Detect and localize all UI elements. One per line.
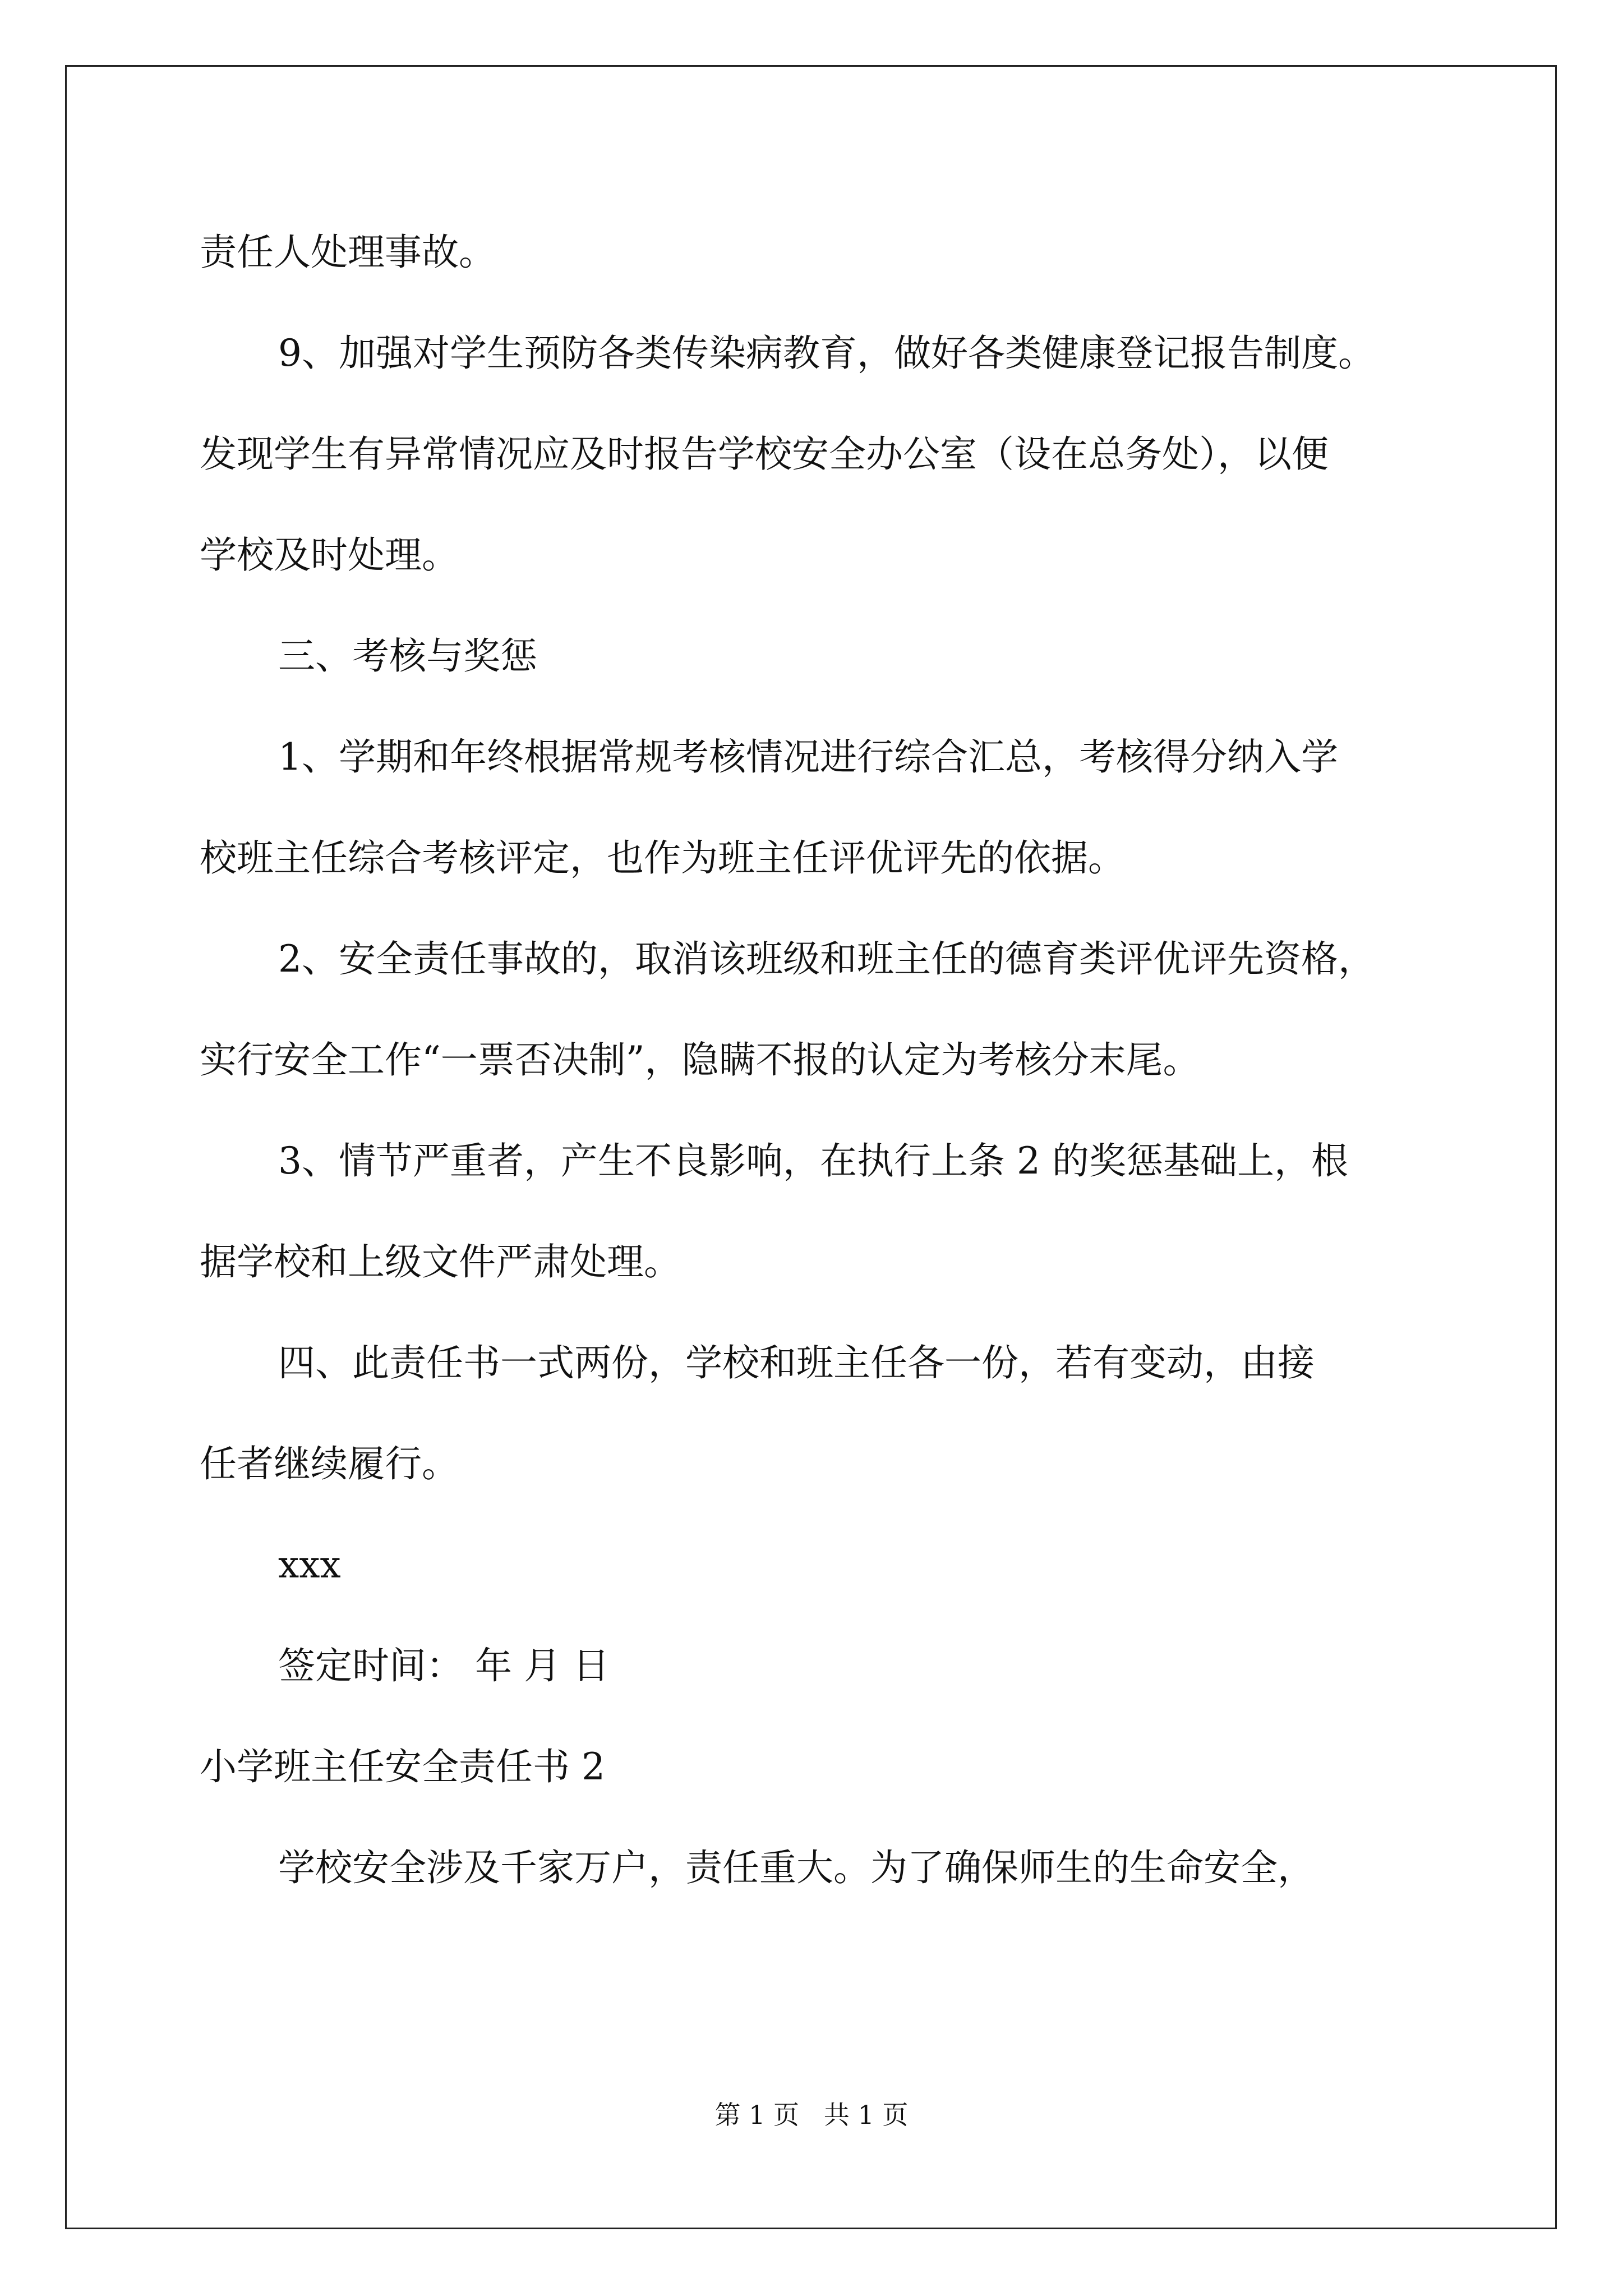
text-line-13: 任者继续履行。 bbox=[200, 1442, 459, 1485]
signing-date: 签定时间： 年 月 日 bbox=[278, 1644, 610, 1687]
text-line-9: 实行安全工作“一票否决制”，隐瞒不报的认定为考核分末尾。 bbox=[200, 1038, 1200, 1082]
text-line-1: 责任人处理事故。 bbox=[200, 231, 496, 274]
text-line-4: 学校及时处理。 bbox=[200, 533, 459, 577]
text-line-12: 四、此责任书一式两份，学校和班主任各一份，若有变动，由接 bbox=[278, 1341, 1315, 1384]
text-line-7: 校班主任综合考核评定，也作为班主任评优评先的依据。 bbox=[200, 836, 1125, 880]
text-line-2: 9、加强对学生预防各类传染病教育，做好各类健康登记报告制度。 bbox=[278, 332, 1375, 375]
text-line-10: 3、情节严重者，产生不良影响，在执行上条 2 的奖惩基础上，根 bbox=[278, 1139, 1348, 1182]
document-title-2: 小学班主任安全责任书 2 bbox=[200, 1745, 605, 1788]
text-line-6: 1、学期和年终根据常规考核情况进行综合汇总，考核得分纳入学 bbox=[278, 735, 1338, 779]
page-number-footer: 第 1 页 共 1 页 bbox=[714, 2100, 909, 2130]
text-line-17: 学校安全涉及千家万户，责任重大。为了确保师生的生命安全， bbox=[278, 1846, 1315, 1889]
signatory-name: xxx bbox=[278, 1543, 341, 1586]
text-line-3: 发现学生有异常情况应及时报告学校安全办公室（设在总务处），以便 bbox=[200, 432, 1329, 476]
text-line-11: 据学校和上级文件严肃处理。 bbox=[200, 1240, 681, 1283]
text-line-8: 2、安全责任事故的，取消该班级和班主任的德育类评优评先资格， bbox=[278, 937, 1375, 981]
section-heading-assessment: 三、考核与奖惩 bbox=[278, 634, 537, 678]
